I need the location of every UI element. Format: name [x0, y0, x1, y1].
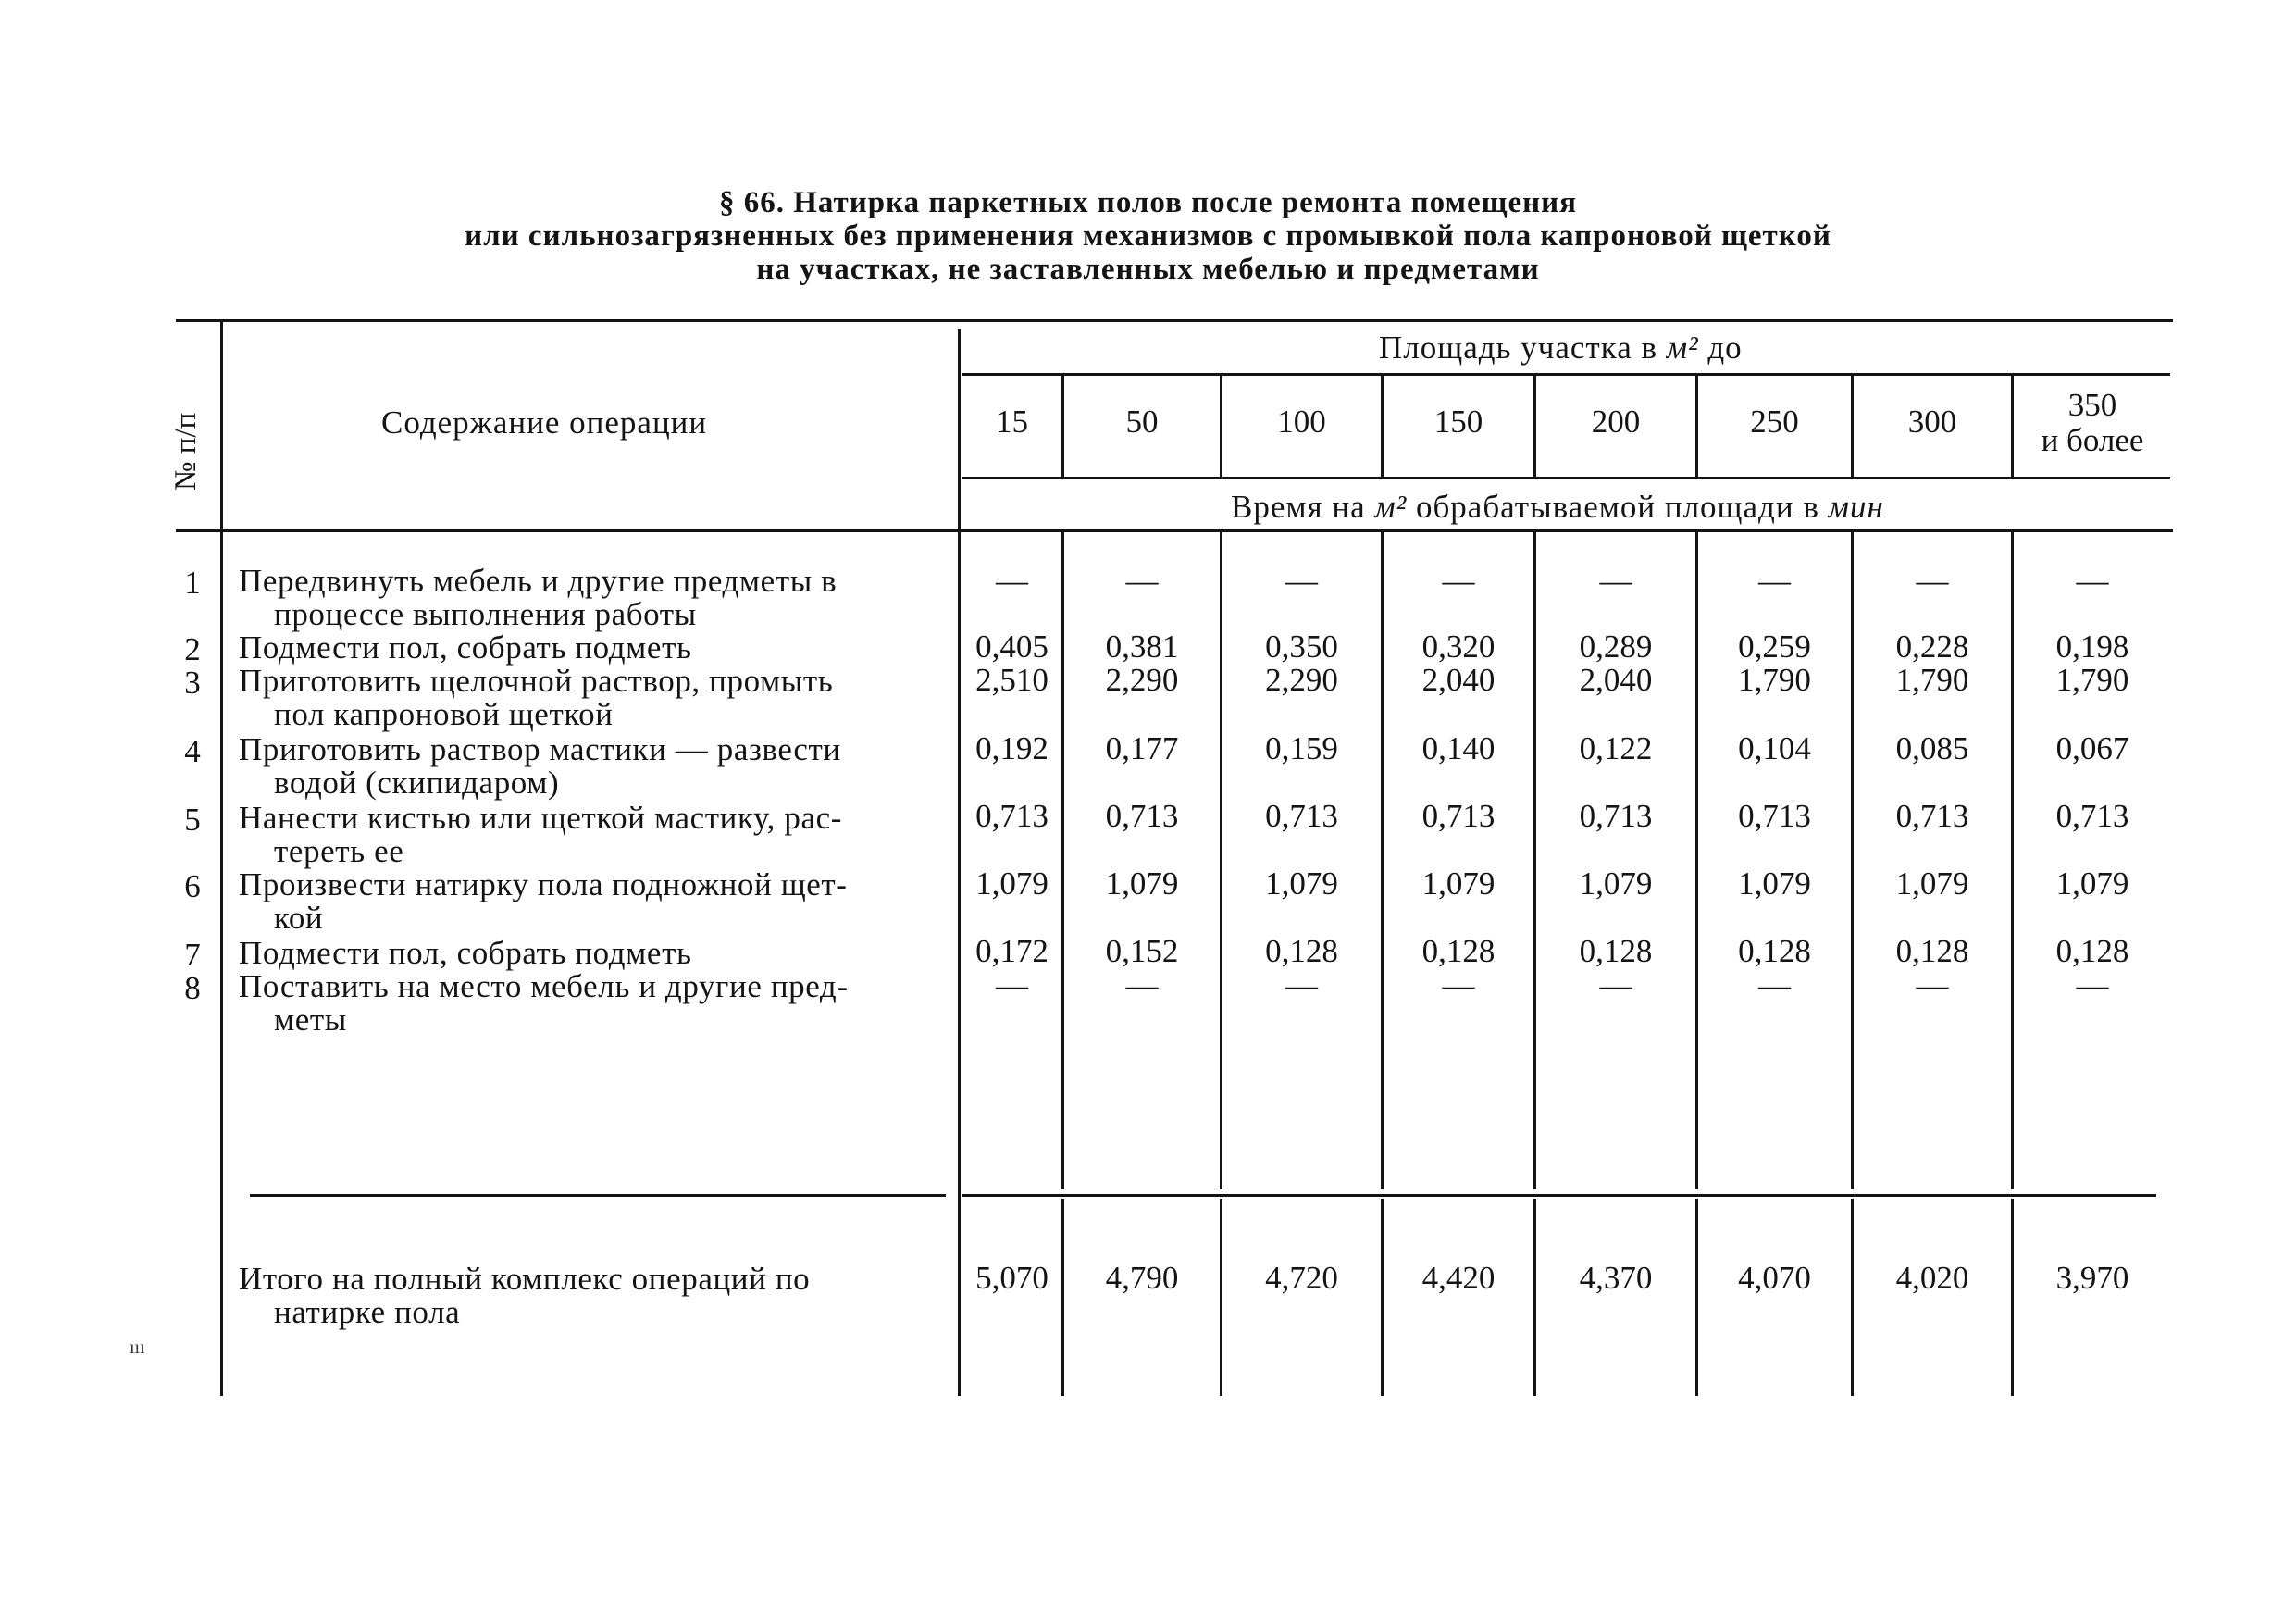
value-cell: 0,128	[1738, 933, 1811, 969]
area-header-rule	[962, 373, 2170, 376]
total-label: Итого на полный комплекс операций по	[239, 1261, 811, 1297]
column-header-150: 150	[1433, 404, 1483, 440]
total-value: 4,720	[1265, 1260, 1338, 1296]
operation-line-continued: водой (скипидаром)	[274, 765, 560, 801]
operation-line: Поставить на место мебель и другие пред-	[239, 968, 849, 1004]
time-header-mid: обрабатываемой площади в	[1416, 489, 1819, 525]
value-column-rule	[1851, 1199, 1854, 1396]
value-cell: 1,079	[1579, 865, 1653, 902]
value-cell: 0,713	[1265, 798, 1338, 834]
total-value: 3,970	[2055, 1260, 2129, 1296]
operation-line: Приготовить щелочной раствор, промыть	[239, 663, 834, 699]
content-column-rule	[958, 329, 961, 1396]
table-top-rule	[176, 319, 2173, 322]
total-separator-right	[962, 1194, 2156, 1197]
total-value: 4,370	[1579, 1260, 1653, 1296]
value-cell: —	[1599, 967, 1632, 1003]
operation-description	[239, 937, 948, 970]
value-cell: 0,289	[1579, 629, 1653, 665]
row-number: 6	[184, 868, 201, 904]
value-cell: 2,040	[1579, 662, 1653, 698]
value-cell: 1,079	[2055, 865, 2129, 902]
value-column-rule	[1220, 1199, 1222, 1396]
value-cell: —	[1442, 967, 1475, 1003]
operation-description	[239, 868, 948, 935]
value-cell: 0,067	[2055, 730, 2129, 766]
value-cell: 0,713	[1105, 798, 1179, 834]
operation-line: Нанести кистью или щеткой мастику, рас-	[239, 800, 842, 836]
operation-description	[239, 802, 948, 868]
value-cell: 0,172	[975, 933, 1049, 969]
value-cell: 1,079	[1738, 865, 1811, 902]
value-cell: 0,259	[1738, 629, 1811, 665]
value-cell: 2,290	[1105, 662, 1179, 698]
value-cell: —	[996, 967, 1028, 1003]
value-cell: 1,079	[1421, 865, 1496, 902]
section-title-line1: § 66. Натирка паркетных полов после ремонта помещения	[718, 186, 1578, 219]
time-header-minutes: мин	[1828, 489, 1884, 525]
operation-line-continued: кой	[274, 900, 324, 936]
value-cell: —	[1285, 967, 1318, 1003]
operation-description	[239, 565, 948, 631]
value-column-rule	[1533, 1199, 1536, 1396]
value-cell: 2,040	[1421, 662, 1496, 698]
column-header-50: 50	[1125, 404, 1159, 440]
value-cell: 0,192	[975, 730, 1049, 766]
area-header-suffix: до	[1707, 330, 1743, 366]
operation-line: Подмести пол, собрать подметь	[239, 935, 692, 971]
value-cell: —	[1125, 563, 1159, 599]
value-cell: 0,713	[1895, 798, 1969, 834]
value-cell: —	[2076, 967, 2109, 1003]
operation-line: Приготовить раствор мастики — развести	[239, 731, 841, 767]
value-cell: 0,713	[2055, 798, 2129, 834]
value-cell: 1,079	[1895, 865, 1969, 902]
value-cell: 1,079	[975, 865, 1049, 902]
value-cell: 0,128	[1421, 933, 1496, 969]
value-cell: —	[1916, 563, 1949, 599]
header-bottom-rule	[176, 529, 2173, 532]
value-column-rule	[2011, 1199, 2014, 1396]
operation-description	[239, 631, 948, 665]
time-header	[1231, 489, 1884, 526]
value-cell: 1,790	[1895, 662, 1969, 698]
row-number: 2	[184, 631, 201, 667]
total-label-continued: натирке пола	[274, 1294, 461, 1330]
row-number: 8	[184, 970, 201, 1006]
value-cell: 0,085	[1895, 730, 1969, 766]
column-header-300: 300	[1907, 404, 1957, 440]
value-cell: —	[1916, 967, 1949, 1003]
value-cell: 1,790	[1738, 662, 1811, 698]
section-title-line2: или сильнозагрязненных без применения механизмов с промывкой пола капроновой щеткой	[465, 219, 1831, 253]
value-column-rule	[1061, 1199, 1064, 1396]
row-number: 7	[184, 937, 201, 973]
num-column-header: № п/п	[169, 412, 203, 491]
value-cell: 0,177	[1105, 730, 1179, 766]
value-cell: —	[1758, 967, 1791, 1003]
total-value: 4,020	[1895, 1260, 1969, 1296]
value-cell: 0,159	[1265, 730, 1338, 766]
total-separator-left	[250, 1194, 946, 1197]
value-cell: —	[1125, 967, 1159, 1003]
value-cell: 0,128	[1579, 933, 1653, 969]
column-header-15: 15	[996, 404, 1028, 440]
column-header-350-more: и более	[2041, 422, 2144, 458]
total-value: 4,420	[1421, 1260, 1496, 1296]
operation-line: Передвинуть мебель и другие предметы в	[239, 563, 838, 599]
value-cell: —	[1758, 563, 1791, 599]
value-cell: —	[1599, 563, 1632, 599]
column-header-250: 250	[1750, 404, 1799, 440]
time-header-unit: м²	[1374, 489, 1408, 525]
value-cell: —	[1442, 563, 1475, 599]
value-cell: —	[2076, 563, 2109, 599]
value-cell: 2,510	[975, 662, 1049, 698]
column-header-200: 200	[1591, 404, 1641, 440]
value-cell: 0,152	[1105, 933, 1179, 969]
operation-line-continued: меты	[274, 1002, 347, 1038]
num-column-rule	[220, 322, 223, 1396]
value-column-rule	[1381, 1199, 1384, 1396]
area-header-unit: м²	[1666, 330, 1699, 366]
operation-description	[239, 970, 948, 1037]
operation-line-continued: процессе выполнения работы	[274, 596, 697, 632]
operation-line-continued: пол капроновой щеткой	[274, 696, 614, 732]
value-cell: 0,320	[1421, 629, 1496, 665]
operation-line: Подмести пол, собрать подметь	[239, 629, 692, 666]
row-number: 1	[184, 565, 201, 601]
column-header-350: 350	[2067, 387, 2117, 423]
operation-description	[239, 733, 948, 800]
value-cell: 1,079	[1265, 865, 1338, 902]
row-number: 5	[184, 802, 201, 838]
value-cell: 1,079	[1105, 865, 1179, 902]
area-header	[1379, 330, 1743, 367]
area-header-prefix: Площадь участка в	[1379, 330, 1657, 366]
value-cell: 0,128	[1265, 933, 1338, 969]
section-title-line3: на участках, не заставленных мебелью и предметами	[756, 253, 1540, 286]
value-cell: 0,228	[1895, 629, 1969, 665]
value-cell: 0,381	[1105, 629, 1179, 665]
total-value: 4,070	[1738, 1260, 1811, 1296]
total-value: 4,790	[1105, 1260, 1179, 1296]
columns-header-rule	[962, 477, 2170, 479]
operation-line-continued: тереть ее	[274, 833, 404, 869]
column-header-100: 100	[1277, 404, 1326, 440]
value-cell: 0,350	[1265, 629, 1338, 665]
value-cell: 0,198	[2055, 629, 2129, 665]
value-cell: 1,790	[2055, 662, 2129, 698]
value-cell: 0,713	[1421, 798, 1496, 834]
value-cell: 0,140	[1421, 730, 1496, 766]
operation-line: Произвести натирку пола подножной щет-	[239, 866, 848, 902]
value-cell: 0,128	[1895, 933, 1969, 969]
total-description	[239, 1263, 948, 1329]
value-column-rule	[1695, 1199, 1698, 1396]
value-cell: 0,405	[975, 629, 1049, 665]
total-value: 5,070	[975, 1260, 1049, 1296]
row-number: 3	[184, 665, 201, 701]
value-cell: 0,128	[2055, 933, 2129, 969]
value-cell: —	[996, 563, 1028, 599]
value-cell: 0,104	[1738, 730, 1811, 766]
page-margin-mark: ııı	[130, 1338, 145, 1358]
value-cell: 0,713	[1579, 798, 1653, 834]
operation-description	[239, 665, 948, 731]
value-cell: 0,713	[975, 798, 1049, 834]
value-cell: 0,122	[1579, 730, 1653, 766]
value-cell: 2,290	[1265, 662, 1338, 698]
value-cell: —	[1285, 563, 1318, 599]
time-header-prefix: Время на	[1231, 489, 1366, 525]
value-cell: 0,713	[1738, 798, 1811, 834]
row-number: 4	[184, 733, 201, 769]
content-column-header: Содержание операции	[381, 404, 708, 441]
